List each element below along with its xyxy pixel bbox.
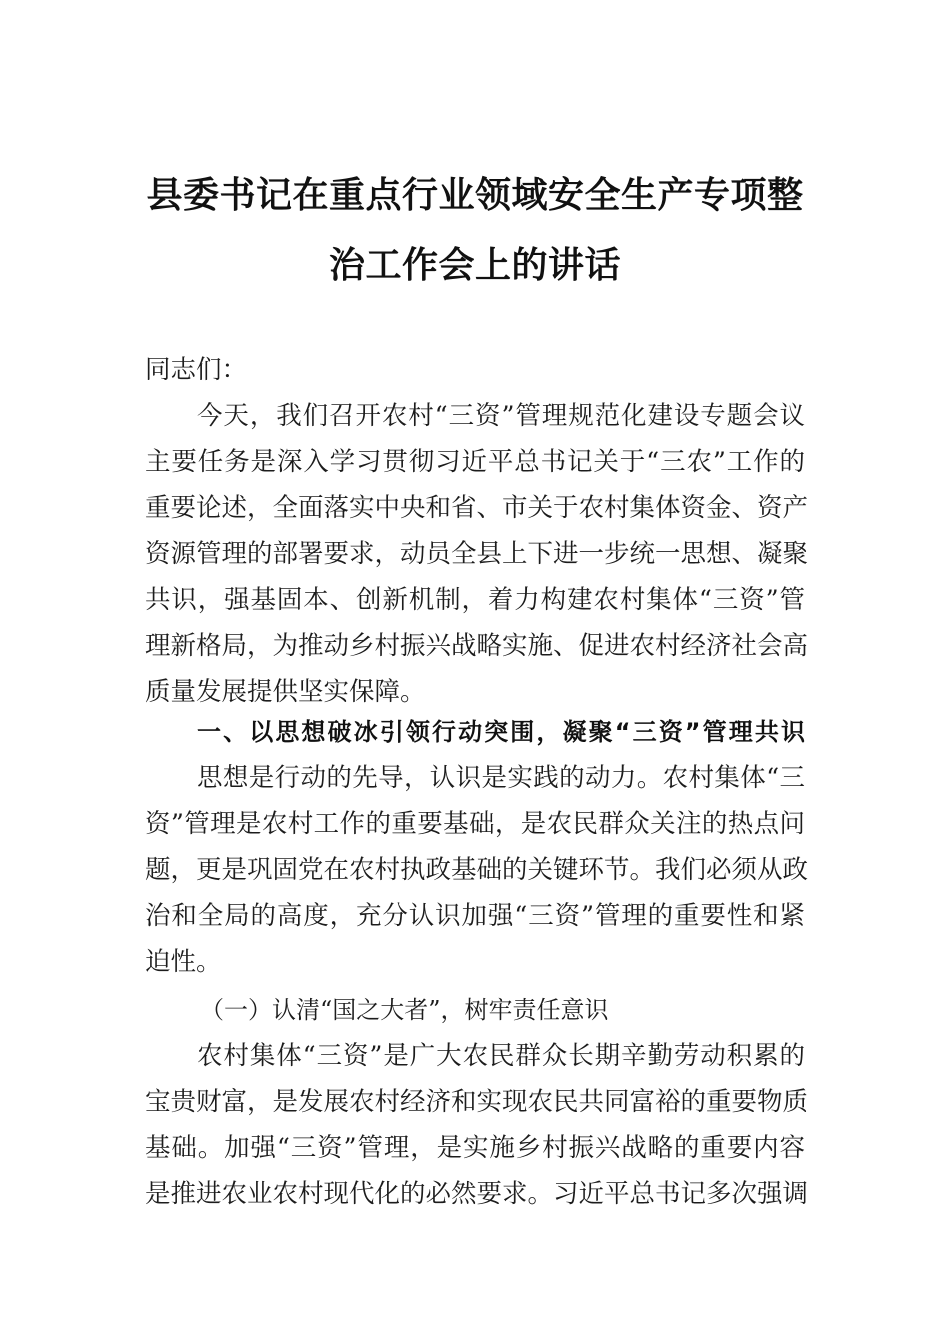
subsection-heading-1: （一）认清“国之大者”，树牢责任意识: [200, 996, 609, 1024]
paragraph-1-line: 资源管理的部署要求，动员全县上下进一步统一思想、凝聚: [145, 539, 809, 569]
paragraph-2-line: 资”管理是农村工作的重要基础，是农民群众关注的热点问: [145, 809, 805, 839]
paragraph-2-line: 治和全局的高度，充分认识加强“三资”管理的重要性和紧: [145, 901, 805, 931]
paragraph-2-line: 题，更是巩固党在农村执政基础的关键环节。我们必须从政: [145, 855, 809, 885]
salutation: 同志们：: [145, 355, 248, 385]
section-heading-1: 一、以思想破冰引领行动突围，凝聚“三资”管理共识: [197, 718, 805, 746]
paragraph-1-line: 主要任务是深入学习贯彻习近平总书记关于“三农”工作的: [145, 447, 805, 477]
document-title-line-1: 县委书记在重点行业领域安全生产专项整: [146, 175, 804, 216]
paragraph-1-line: 质量发展提供坚实保障。: [145, 677, 426, 707]
paragraph-2-line: 思想是行动的先导，认识是实践的动力。农村集体“三: [197, 763, 805, 793]
paragraph-3-line: 宝贵财富，是发展农村经济和实现农民共同富裕的重要物质: [145, 1087, 809, 1117]
paragraph-2-line: 迫性。: [145, 947, 222, 977]
paragraph-3-line: 农村集体“三资”是广大农民群众长期辛勤劳动积累的: [197, 1041, 805, 1071]
paragraph-1-line: 共识，强基固本、创新机制，着力构建农村集体“三资”管: [145, 585, 805, 615]
paragraph-3-line: 基础。加强“三资”管理，是实施乡村振兴战略的重要内容: [145, 1133, 805, 1163]
paragraph-1-line: 今天，我们召开农村“三资”管理规范化建设专题会议: [197, 401, 805, 431]
paragraph-3-line: 是推进农业农村现代化的必然要求。习近平总书记多次强调: [145, 1179, 809, 1209]
paragraph-1-line: 重要论述，全面落实中央和省、市关于农村集体资金、资产: [145, 493, 809, 523]
paragraph-1-line: 理新格局，为推动乡村振兴战略实施、促进农村经济社会高: [145, 631, 809, 661]
document-title-line-2: 治工作会上的讲话: [328, 245, 621, 286]
